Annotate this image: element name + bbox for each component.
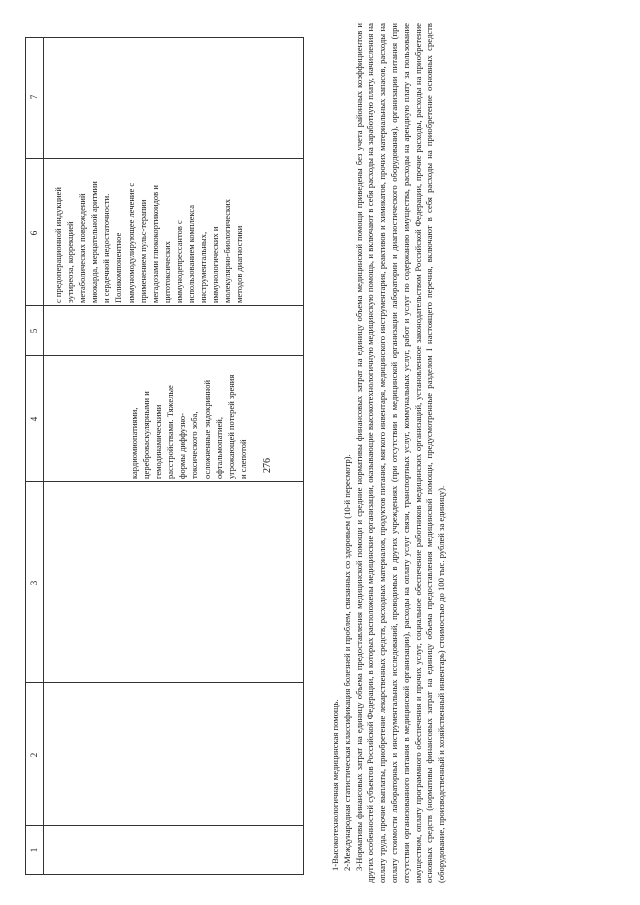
col-divider-4 bbox=[25, 355, 304, 356]
footnote-2: 2-Международная статистическая классификация болезней и проблем, связанных со здоровьем (10-й пересмотр). bbox=[341, 454, 352, 871]
col-divider-5 bbox=[25, 305, 304, 306]
col-divider-6 bbox=[25, 158, 304, 159]
table-cell-column-6: с предоперационной индукцией эутиреоза, коррекцией метаболических повреждений миокарда, мерцательной аритмии и сердечной недостаточности. Поликомпонентное иммуномодулирующее лечение с применением пульс-терапии мегадозами глюкокортикоидов и цитотоксических иммунодепрессантов с использованием комплекса инструментальных, иммунологических и молекулярно-биологических методов диагностики bbox=[53, 181, 245, 303]
table-cell-column-4: кардиомиопатиями, цереброваскулярными и гемодинамическими расстройствами. Тяжелые формы диффузно- токсического зоба, осложненные эндокринной офтальмопатией, угрожающей потерей зрения и слепотой bbox=[129, 374, 248, 479]
column-header-3: 3 bbox=[29, 580, 39, 586]
col-divider-3 bbox=[25, 481, 304, 482]
table-bottom-border bbox=[303, 37, 304, 875]
footnote-1: 1-Высокотехнологичная медицинская помощь. bbox=[330, 699, 340, 871]
table-left-border bbox=[25, 874, 304, 875]
page-number: 276 bbox=[262, 458, 273, 473]
column-header-7: 7 bbox=[29, 94, 39, 100]
table-header-border bbox=[43, 37, 44, 875]
column-header-1: 1 bbox=[29, 847, 39, 853]
column-header-4: 4 bbox=[29, 416, 39, 422]
footnotes bbox=[330, 23, 448, 883]
footnote-3: 3-Нормативы финансовых затрат на единицу объема предоставления медицинской помощи и средние нормативы финансовых затрат на единицу объема медицинской помощи приведены без учета районных коэффициентов и других особенностей субъектов Российской Федерации, в которых расположены медицинские организации, оказывающие высокотехнологичную медицинскую помощь, и включают в себя расходы на заработную плату, начисления на оплату труда, прочие выплаты, приобретение лекарственных средств, расходных материалов, продуктов питания, мягкого инвентаря, медицинского инструментария, реактивов и химикатов, прочих материальных запасов, расходы на оплату стоимости лабораторных и инструментальных исследований, проводимых в других учреждениях (при отсутствии в медицинской организации лаборатории и диагностического оборудования), организации питания (при отсутствии организованного питания в медицинской организации), расходы на оплату услуг связи, транспортных услуг, коммунальных услуг, работ и услуг по содержанию имущества, расходы на арендную плату за пользование имуществом, оплату программного обеспечения и прочих услуг, социальное обеспечение работников медицинских организаций, установленное законодательством Российской Федерации, прочие расходы, расходы на приобретение основных средств (нормативы финансовых затрат на единицу объема предоставления медицинской помощи, предусмотренные разделом I настоящего перечня, включают в себя расходы на приобретение основных средств (оборудование, производственный и хозяйственный инвентарь) стоимостью до 100 тыс. рублей за единицу). bbox=[353, 23, 447, 883]
column-header-6: 6 bbox=[29, 230, 39, 236]
table-top-border bbox=[25, 37, 26, 875]
column-header-5: 5 bbox=[29, 328, 39, 334]
col-divider-1 bbox=[25, 825, 304, 826]
column-header-2: 2 bbox=[29, 752, 39, 758]
col-divider-2 bbox=[25, 682, 304, 683]
table-right-border bbox=[25, 37, 304, 38]
